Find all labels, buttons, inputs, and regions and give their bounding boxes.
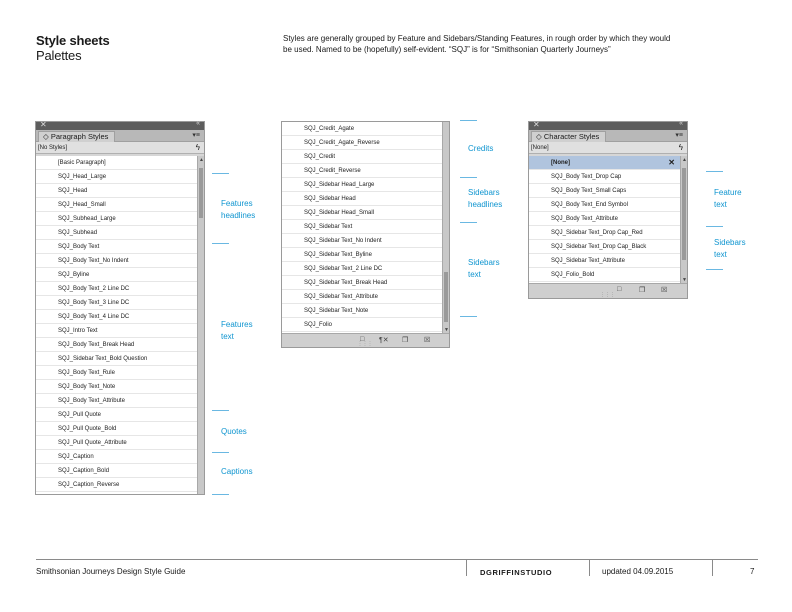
scroll-thumb[interactable] [444, 272, 448, 322]
trash-icon[interactable]: ☒ [661, 287, 668, 294]
character-styles-panel [528, 121, 688, 299]
quick-apply-icon[interactable]: ϟ [678, 143, 683, 152]
style-item[interactable]: SQJ_Head [36, 184, 198, 198]
annotation-tick [706, 171, 723, 172]
annotation-captions: Captions [221, 467, 253, 476]
style-item-label: [None] [551, 160, 570, 166]
annotation-char-sidebars-text [714, 237, 746, 261]
scroll-down-icon[interactable]: ▼ [682, 277, 687, 283]
style-item-selected[interactable] [529, 156, 681, 170]
annotation-line: Features [221, 199, 253, 208]
style-item[interactable]: SQJ_Sidebar Text [282, 220, 443, 234]
scroll-up-icon[interactable]: ▲ [199, 157, 204, 163]
style-item[interactable]: SQJ_Sidebar Head_Large [282, 178, 443, 192]
style-item[interactable]: SQJ_Pull Quote [36, 408, 198, 422]
panel-footer [282, 333, 449, 347]
annotation-line: Sidebars [468, 188, 500, 197]
style-item[interactable]: SQJ_Sidebar Text_Attribute [529, 254, 681, 268]
panel-menu-icon[interactable]: ▾≡ [192, 132, 200, 139]
annotation-tick [212, 452, 229, 453]
annotation-line: text [714, 250, 727, 259]
footer-guide-title: Smithsonian Journeys Design Style Guide [36, 567, 186, 576]
panel-header [529, 130, 687, 142]
annotation-sidebars-headlines [468, 187, 502, 211]
folder-icon[interactable]: □ [617, 286, 622, 293]
intro-text [283, 33, 703, 55]
footer-divider [36, 559, 758, 560]
style-item[interactable]: [Basic Paragraph] [36, 156, 198, 170]
style-item[interactable]: SQJ_Body Text_Small Caps [529, 184, 681, 198]
new-style-icon[interactable]: ❐ [639, 287, 646, 294]
annotation-tick [460, 177, 477, 178]
tab-paragraph-styles[interactable]: ◇ Paragraph Styles [38, 131, 115, 142]
style-item[interactable]: SQJ_Caption [36, 450, 198, 464]
footer-studio-logo: DGRIFFINSTUDIO [480, 568, 553, 577]
style-item[interactable]: SQJ_Head_Large [36, 170, 198, 184]
style-item[interactable]: SQJ_Subhead_Large [36, 212, 198, 226]
annotation-line: headlines [221, 211, 256, 220]
style-item[interactable]: SQJ_Sidebar Text_No Indent [282, 234, 443, 248]
style-item[interactable]: SQJ_Pull Quote_Attribute [36, 436, 198, 450]
annotation-tick [460, 316, 477, 317]
annotation-quotes: Quotes [221, 427, 247, 436]
scroll-down-icon[interactable]: ▼ [444, 327, 449, 333]
panel-footer [529, 283, 687, 298]
vertical-scrollbar[interactable] [442, 122, 449, 334]
style-item[interactable]: SQJ_Sidebar Head [282, 192, 443, 206]
close-icon[interactable]: ✕ [533, 120, 540, 129]
style-item[interactable]: SQJ_Credit_Reverse [282, 164, 443, 178]
style-item[interactable]: SQJ_Body Text_End Symbol [529, 198, 681, 212]
intro-line-2: be used. Named to be (hopefully) self-evident. “SQJ” is for “Smithsonian Quarterly Journeys” [283, 45, 611, 54]
annotation-line: Features [221, 320, 253, 329]
current-style-label: [None] [531, 145, 549, 151]
annotation-sidebars-text [468, 257, 500, 281]
resize-grip[interactable]: ⋮⋮⋮ [600, 292, 615, 298]
style-item[interactable]: SQJ_Sidebar Text_Attribute [282, 290, 443, 304]
annotation-tick [212, 243, 229, 244]
style-item[interactable]: SQJ_Credit_Agate [282, 122, 443, 136]
panel-current-style [36, 142, 204, 154]
annotation-features-headlines [221, 198, 255, 222]
style-item[interactable]: SQJ_Credit_Agate_Reverse [282, 136, 443, 150]
style-item[interactable]: SQJ_Caption_Bold [36, 464, 198, 478]
style-item[interactable]: SQJ_Pull Quote_Bold [36, 422, 198, 436]
annotation-tick [706, 226, 723, 227]
style-item[interactable]: SQJ_Body Text_Drop Cap [529, 170, 681, 184]
trash-icon[interactable]: ☒ [424, 337, 431, 344]
style-item[interactable]: SQJ_Sidebar Text_Byline [282, 248, 443, 262]
style-item[interactable]: SQJ_Body Text_Break Head [36, 338, 198, 352]
annotation-tick [212, 410, 229, 411]
style-item[interactable]: SQJ_Body Text_3 Line DC [36, 296, 198, 310]
tab-character-styles[interactable]: ◇ Character Styles [531, 131, 606, 142]
intro-line-1: Styles are generally grouped by Feature and Sidebars/Standing Features, in rough order by which they would [283, 34, 671, 43]
style-item[interactable]: SQJ_Sidebar Text_Bold Question [36, 352, 198, 366]
style-item[interactable]: SQJ_Intro Text [36, 324, 198, 338]
style-item[interactable]: SQJ_Body Text_Attribute [529, 212, 681, 226]
style-item[interactable]: SQJ_Subhead [36, 226, 198, 240]
panel-current-style [529, 142, 687, 154]
style-item[interactable]: SQJ_Byline [36, 268, 198, 282]
annotation-line: Sidebars [468, 258, 500, 267]
style-list [36, 156, 198, 494]
style-list [529, 156, 681, 284]
style-list [282, 122, 443, 334]
folder-icon[interactable]: □ [360, 336, 365, 343]
annotation-credits: Credits [468, 144, 494, 153]
annotation-line: Sidebars [714, 238, 746, 247]
collapse-icon[interactable]: « [196, 120, 200, 127]
panel-header [36, 130, 204, 142]
style-item[interactable]: SQJ_Body Text_2 Line DC [36, 282, 198, 296]
scroll-up-icon[interactable]: ▲ [682, 157, 687, 163]
panel-titlebar [529, 122, 687, 130]
style-item[interactable]: SQJ_Sidebar Text_2 Line DC [282, 262, 443, 276]
scroll-thumb[interactable] [199, 168, 203, 218]
style-item[interactable]: SQJ_Sidebar Text_Drop Cap_Red [529, 226, 681, 240]
annotation-line: text [714, 200, 727, 209]
style-item[interactable]: SQJ_Credit [282, 150, 443, 164]
style-item[interactable]: SQJ_Head_Small [36, 198, 198, 212]
annotation-features-text [221, 319, 253, 343]
annotation-line: Feature [714, 188, 742, 197]
footer-separator [466, 560, 467, 576]
style-item[interactable]: SQJ_Folio [282, 318, 443, 332]
style-item[interactable]: SQJ_Folio_Bold [529, 268, 681, 282]
page-number: 7 [750, 567, 755, 576]
collapse-icon[interactable]: « [679, 120, 683, 127]
style-item[interactable]: SQJ_Body Text_Rule [36, 366, 198, 380]
vertical-scrollbar[interactable] [197, 156, 204, 494]
footer-separator [712, 560, 713, 576]
annotation-tick [212, 173, 229, 174]
new-style-icon[interactable]: ❐ [402, 337, 409, 344]
close-icon[interactable]: ✕ [40, 120, 47, 129]
annotation-line: headlines [468, 200, 503, 209]
footer-separator [589, 560, 590, 576]
page-subtitle: Palettes [36, 48, 82, 63]
resize-grip[interactable]: ⋮⋮⋮ [357, 341, 373, 347]
style-item[interactable]: SQJ_Sidebar Text_Break Head [282, 276, 443, 290]
annotation-line: text [221, 332, 234, 341]
panel-titlebar [36, 122, 204, 130]
current-style-label: [No Styles] [38, 145, 68, 151]
style-item[interactable]: SQJ_Body Text_No Indent [36, 254, 198, 268]
style-item[interactable]: SQJ_Body Text_4 Line DC [36, 310, 198, 324]
style-item[interactable]: SQJ_Sidebar Head_Small [282, 206, 443, 220]
style-item[interactable]: SQJ_Sidebar Text_Note [282, 304, 443, 318]
quick-apply-icon[interactable]: ϟ [195, 143, 200, 152]
scroll-thumb[interactable] [682, 168, 686, 260]
annotation-tick [706, 269, 723, 270]
no-style-icon[interactable]: ✕ [668, 158, 675, 167]
annotation-tick [460, 120, 477, 121]
clear-overrides-icon[interactable]: ¶✕ [379, 337, 389, 344]
annotation-line: text [468, 270, 481, 279]
paragraph-styles-panel-continued [281, 121, 450, 348]
style-item[interactable]: SQJ_Body Text_Note [36, 380, 198, 394]
style-item[interactable]: SQJ_Caption_Reverse [36, 478, 198, 492]
annotation-tick [460, 222, 477, 223]
style-item[interactable]: SQJ_Body Text_Attribute [36, 394, 198, 408]
annotation-tick [212, 494, 229, 495]
panel-menu-icon[interactable]: ▾≡ [675, 132, 683, 139]
paragraph-styles-panel [35, 121, 205, 495]
footer-updated: updated 04.09.2015 [602, 567, 674, 576]
annotation-feature-text [714, 187, 742, 211]
style-item[interactable]: SQJ_Sidebar Text_Drop Cap_Black [529, 240, 681, 254]
vertical-scrollbar[interactable] [680, 156, 687, 284]
style-item[interactable]: SQJ_Body Text [36, 240, 198, 254]
page-title: Style sheets [36, 33, 110, 48]
